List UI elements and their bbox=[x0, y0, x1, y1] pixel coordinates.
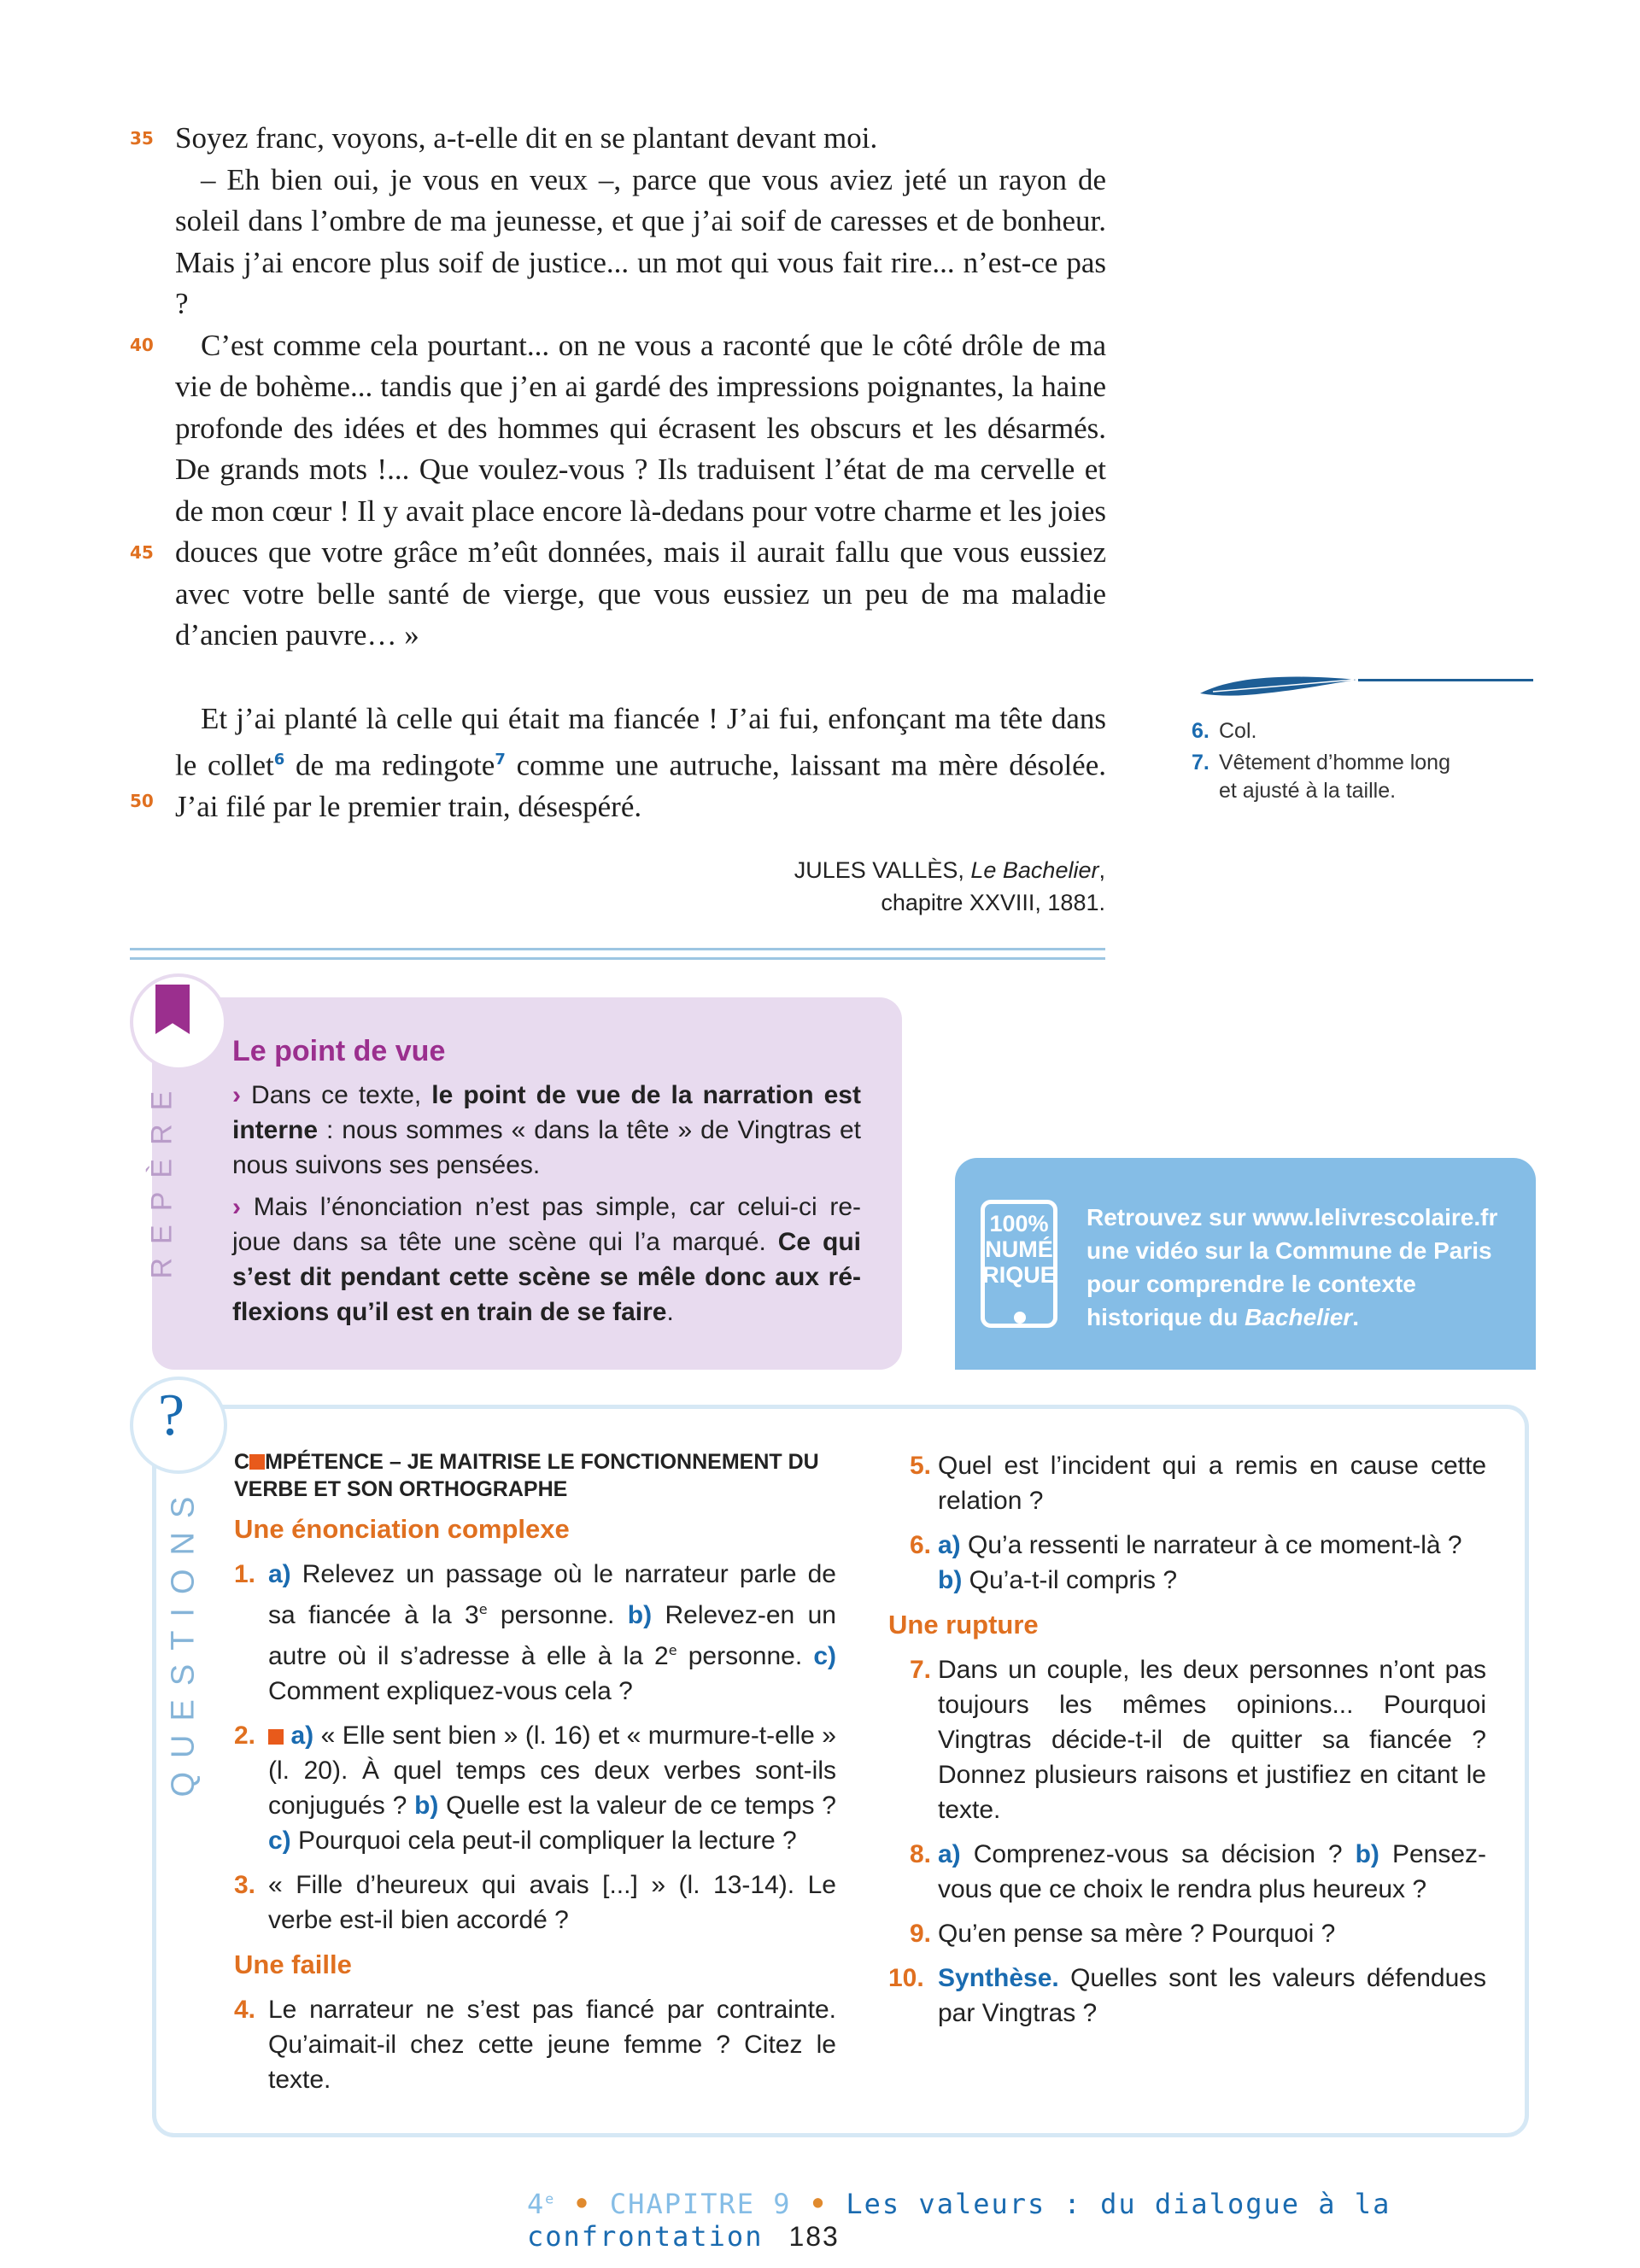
grade-sup: e bbox=[545, 2190, 556, 2207]
questions-side-label: QUESTIONS bbox=[165, 1482, 202, 1797]
page-number: 183 bbox=[788, 2221, 840, 2252]
numerique-link-text[interactable] bbox=[1086, 1201, 1522, 1334]
footer-separator: • bbox=[555, 2188, 610, 2220]
numerique-text: Retrouvez sur www.lelivrescolaire.fr une vidéo sur la Commune de Paris pour comprendre le contexte historique du bbox=[1086, 1204, 1498, 1330]
footnotes bbox=[1192, 717, 1458, 809]
question-item bbox=[234, 1718, 836, 1858]
phone-button-icon bbox=[1014, 1312, 1026, 1324]
line-number: 45 bbox=[130, 542, 154, 563]
repere-bold: Ce qui s’est dit pendant cette scène se mêle donc aux ré-flexions qu’il est en train de se faire bbox=[232, 1228, 861, 1326]
question-text bbox=[938, 1528, 1486, 1598]
footer-chapter: CHAPITRE 9 bbox=[609, 2188, 792, 2220]
sub-label: b) bbox=[938, 1566, 963, 1594]
question-item bbox=[234, 1992, 836, 2097]
repere-text: : nous sommes « dans la tête » de Vingtras et nous suivons ses pensées. bbox=[232, 1116, 861, 1179]
question-number: 7. bbox=[909, 1656, 931, 1684]
repere-bullet bbox=[232, 1078, 861, 1183]
question-item bbox=[888, 1961, 1486, 2031]
footnote bbox=[1192, 749, 1458, 805]
q-text: Quelles sont les valeurs défendues par Vingtras ? bbox=[938, 1964, 1486, 2027]
q-text: Relevez-en un autre où il s’adresse à elle à la 2 bbox=[268, 1601, 836, 1670]
question-number: 1. bbox=[234, 1560, 256, 1588]
question-text bbox=[938, 1961, 1486, 2031]
questions-column-left bbox=[234, 1448, 836, 2107]
passage-paragraph: – Eh bien oui, je vous en veux –, parce que vous aviez jeté un rayon de soleil dans l’ombre de ma jeunesse, et que j’ai soif de caresses et de bonheur. Mais j’ai encore plus soif de justice... un mot qui vous fait rire... n’est-ce pas ? bbox=[175, 162, 1106, 320]
competence-text: C bbox=[234, 1450, 250, 1474]
footnote-rule bbox=[1358, 679, 1533, 681]
question-item bbox=[888, 1837, 1486, 1907]
footer-separator: • bbox=[791, 2188, 846, 2220]
question-item bbox=[234, 1557, 836, 1709]
footnote-ref-6: 6 bbox=[273, 751, 285, 769]
numerique-text: . bbox=[1352, 1304, 1359, 1330]
passage-paragraph: Soyez franc, voyons, a-t-elle dit en se plantant devant moi. bbox=[175, 121, 878, 155]
sub-label: c) bbox=[268, 1827, 291, 1855]
sub-label: c) bbox=[813, 1642, 836, 1670]
source-author: JULES VALLÈS, bbox=[794, 857, 971, 883]
repere-text: Dans ce texte, bbox=[251, 1081, 432, 1109]
footer-grade bbox=[527, 2188, 555, 2220]
competence-heading bbox=[234, 1448, 836, 1503]
q-text: personne. bbox=[676, 1642, 814, 1670]
question-number: 5. bbox=[909, 1452, 931, 1480]
repere-title: Le point de vue bbox=[232, 1035, 446, 1067]
q-text: Qu’a-t-il compris ? bbox=[962, 1566, 1178, 1594]
q-text: Pensez-vous que ce choix le rendra plus heureux ? bbox=[938, 1840, 1487, 1903]
sub-label: a) bbox=[268, 1560, 291, 1588]
chevron-right-icon: › bbox=[232, 1193, 241, 1221]
question-mark-icon: ? bbox=[158, 1382, 185, 1448]
q-text: Qu’a ressenti le narrateur à ce moment-là ? bbox=[960, 1531, 1462, 1559]
sub-label: b) bbox=[1355, 1840, 1379, 1868]
question-text: Le narrateur ne s’est pas fiancé par contrainte. Qu’aimait-il chez cette jeune femme ? Citez le texte. bbox=[268, 1996, 836, 2094]
question-text bbox=[268, 1718, 836, 1858]
question-item bbox=[888, 1652, 1486, 1827]
source-chapter: chapitre XXVIII, 1881. bbox=[881, 890, 1105, 915]
footnote-text: Vêtement d’homme long et ajusté à la taille. bbox=[1219, 751, 1450, 803]
sub-label: a) bbox=[290, 1721, 314, 1750]
q-text: Comment expliquez-vous cela ? bbox=[268, 1677, 633, 1705]
synthese-label: Synthèse. bbox=[938, 1964, 1059, 1992]
q-sup: e bbox=[478, 1601, 488, 1617]
question-number: 2. bbox=[234, 1721, 256, 1750]
repere-side-label: REPÈRE bbox=[145, 1077, 179, 1279]
q-text: personne. bbox=[487, 1601, 628, 1629]
square-icon bbox=[249, 1454, 265, 1470]
line-number: 35 bbox=[130, 128, 154, 149]
repere-text: . bbox=[666, 1298, 674, 1326]
passage-paragraph: C’est comme cela pourtant... on ne vous a raconté que le côté drôle de ma vie de bohème... tandis que j’en ai gardé des impressions poignantes, la haine profonde des idées et des hommes qui écrasent les obscurs et les désarmés. De grands mots !... Que voulez-vous ? Ils traduisent l’état de ma cervelle et de mon cœur ! Il y avait place encore là-dedans pour votre charme et les joies douces que votre grâce m’eût données, mais il aurait fallu que vous eussiez avec votre belle santé de vierge, que vous eussiez un peu de ma maladie d’ancien pauvre… » bbox=[175, 328, 1106, 652]
divider bbox=[130, 948, 1105, 950]
question-text: « Fille d’heureux qui avais [...] » (l. 13-14). Le verbe est-il bien accordé ? bbox=[268, 1871, 836, 1934]
question-item bbox=[888, 1448, 1486, 1518]
questions-column-right bbox=[888, 1448, 1486, 2040]
question-number: 8. bbox=[909, 1840, 931, 1868]
q-text: Comprenez-vous sa décision ? bbox=[960, 1840, 1356, 1868]
question-text bbox=[938, 1837, 1486, 1907]
question-number: 3. bbox=[234, 1871, 256, 1899]
footer-title: Les valeurs : du dialogue à la confrontation bbox=[527, 2188, 1391, 2253]
sub-label: b) bbox=[414, 1792, 439, 1820]
line-number: 40 bbox=[130, 335, 154, 355]
grade-number: 4 bbox=[527, 2188, 546, 2220]
q-sup: e bbox=[668, 1642, 677, 1658]
question-number: 6. bbox=[909, 1531, 931, 1559]
section-title: Une rupture bbox=[888, 1610, 1039, 1640]
question-text: Qu’en pense sa mère ? Pourquoi ? bbox=[938, 1920, 1336, 1948]
question-item bbox=[888, 1916, 1486, 1951]
question-number: 9. bbox=[909, 1920, 931, 1948]
chevron-right-icon: › bbox=[232, 1081, 241, 1109]
numerique-book: Bachelier bbox=[1245, 1304, 1353, 1330]
footnote-ref-7: 7 bbox=[495, 751, 506, 769]
competence-text: MPÉTENCE – JE MAITRISE LE FONCTIONNEMENT DU VERBE ET SON ORTHOGRAPHE bbox=[234, 1450, 819, 1501]
source-citation: JULES VALLÈS, Le Bachelier, chapitre XXVIII, 1881. bbox=[794, 854, 1105, 919]
repere-body bbox=[232, 1078, 861, 1336]
sub-label: b) bbox=[627, 1601, 653, 1629]
q-text: Relevez un passage où le narrateur parle de sa fiancée à la 3 bbox=[268, 1560, 836, 1629]
numerique-badge: 100% NUMÉ RIQUE bbox=[982, 1211, 1056, 1288]
repere-text: Mais l’énonciation n’est pas simple, car celui-ci re-joue dans sa tête une scène qui l’a marqué. bbox=[232, 1193, 861, 1256]
divider bbox=[130, 957, 1105, 960]
question-item bbox=[234, 1868, 836, 1938]
q-text: Pourquoi cela peut-il compliquer la lecture ? bbox=[290, 1827, 797, 1855]
page-footer bbox=[527, 2188, 1640, 2253]
question-item bbox=[888, 1528, 1486, 1598]
section-title: Une énonciation complexe bbox=[234, 1514, 570, 1544]
sub-label: a) bbox=[938, 1840, 961, 1868]
repere-bullet bbox=[232, 1190, 861, 1330]
footnote bbox=[1192, 717, 1458, 745]
question-text: Dans un couple, les deux personnes n’ont pas toujours les mêmes opinions... Pourquoi Vingtras décide-t-il de quitter sa fiancée ? Donnez plusieurs raisons et justifiez en citant le texte. bbox=[938, 1656, 1486, 1824]
footnote-number: 7. bbox=[1192, 751, 1210, 775]
passage-span: de ma redingote bbox=[284, 748, 495, 782]
passage-paragraph bbox=[175, 699, 1106, 828]
question-number: 10. bbox=[888, 1964, 924, 1992]
passage-text bbox=[175, 118, 1106, 828]
q-text: Quelle est la valeur de ce temps ? bbox=[438, 1792, 836, 1820]
section-title: Une faille bbox=[234, 1949, 352, 1979]
feather-icon bbox=[1196, 668, 1358, 702]
square-icon bbox=[268, 1729, 284, 1745]
footnote-text: Col. bbox=[1219, 719, 1257, 743]
line-number: 50 bbox=[130, 791, 154, 811]
passage-span: Et j’ai planté là celle qui était ma fiancée ! J’ai fui, enfonçant ma tête dans le collet bbox=[175, 701, 1106, 782]
passage-span: comme une autruche, laissant ma mère désolée. J’ai filé par le premier train, désespéré. bbox=[175, 748, 1106, 824]
q-text: « Elle sent bien » (l. 16) et « murmure-t-elle » (l. 20). À quel temps ces deux verbes sont-ils conjugués ? bbox=[268, 1721, 836, 1820]
repere-bold: le point de vue de la narration est interne bbox=[232, 1081, 861, 1144]
question-text bbox=[268, 1557, 836, 1709]
sub-label: a) bbox=[938, 1531, 961, 1559]
footnote-number: 6. bbox=[1192, 719, 1210, 743]
question-text: Quel est l’incident qui a remis en cause cette relation ? bbox=[938, 1452, 1486, 1515]
question-number: 4. bbox=[234, 1996, 256, 2024]
source-book: Le Bachelier bbox=[970, 857, 1099, 883]
